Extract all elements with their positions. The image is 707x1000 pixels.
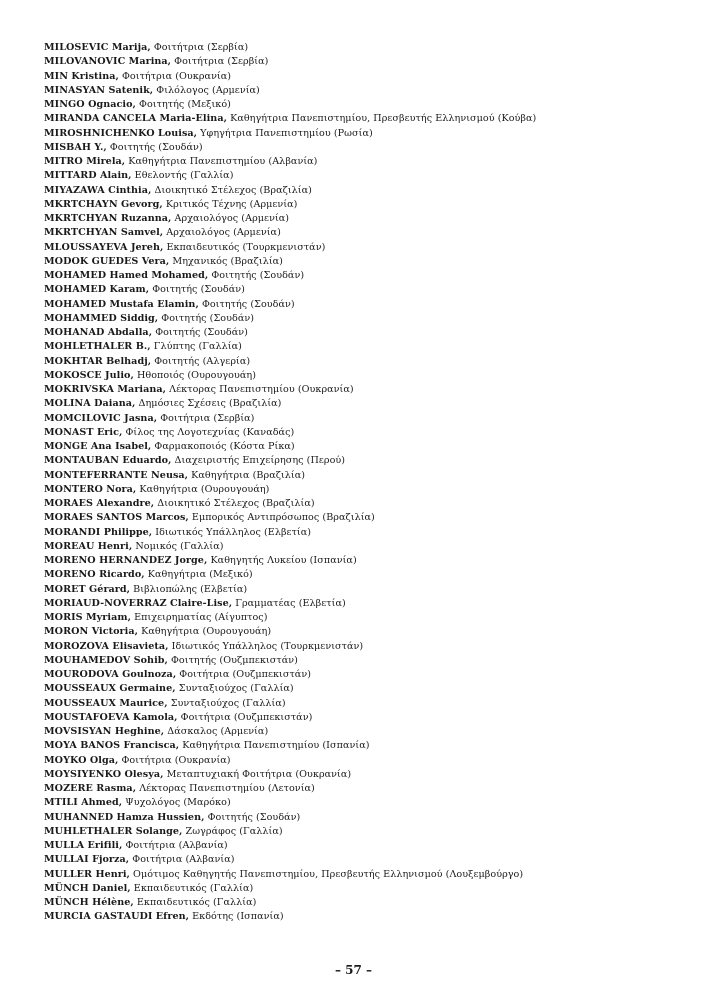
list-item <box>44 70 684 84</box>
entry-name: MORAES Alexandre, <box>44 498 155 509</box>
list-item <box>44 212 684 226</box>
entry-name: MORENO HERNANDEZ Jorge, <box>44 555 208 566</box>
list-item <box>44 412 684 426</box>
entry-description: Εθελοντής (Γαλλία) <box>131 170 234 182</box>
list-item <box>44 383 684 397</box>
entry-description: Φοιτητής (Αλγερία) <box>151 355 251 367</box>
entry-description: Φοιτητής (Σουδάν) <box>208 270 305 281</box>
list-item <box>44 640 684 654</box>
entry-description: Φοιτήτρια (Ουζμπεκιστάν) <box>177 711 313 723</box>
entry-description: Λέκτορας Πανεπιστημίου (Ουκρανία) <box>166 384 354 395</box>
list-item <box>44 469 684 483</box>
entry-name: MOZERE Rasma, <box>44 783 137 794</box>
entry-description: Εκδότης (Ισπανία) <box>189 911 284 923</box>
list-item <box>44 369 684 383</box>
entry-description: Ιδιωτικός Υπάλληλος (Τουρκμενιστάν) <box>168 640 364 652</box>
entry-description: Φοιτήτρια (Αλβανία) <box>122 840 228 851</box>
entry-description: Φαρμακοποιός (Κόστα Ρίκα) <box>151 441 295 452</box>
entry-description: Φοιτήτρια (Σερβία) <box>157 412 255 424</box>
list-item <box>44 226 684 240</box>
list-item <box>44 682 684 696</box>
entry-name: MOKRIVSKA Mariana, <box>44 384 167 395</box>
list-item <box>44 355 684 369</box>
list-item <box>44 312 684 326</box>
entry-name: MOHANAD Abdalla, <box>44 327 153 338</box>
list-item <box>44 112 684 126</box>
entry-description: Συνταξιούχος (Γαλλία) <box>175 683 294 695</box>
entry-description: Φοιτητής (Σουδάν) <box>198 298 295 310</box>
entry-name: MOUSTAFOEVA Kamola, <box>44 711 178 723</box>
entry-name: MONTERO Nora, <box>44 483 137 495</box>
entry-name: MOKOSCE Julio, <box>44 369 134 381</box>
entry-name: MOYA BANOS Francisca, <box>44 740 180 752</box>
entry-description: Φοιτητής (Ουζμπεκιστάν) <box>167 654 298 666</box>
entry-description: Δάσκαλος (Αρμενία) <box>164 726 269 737</box>
list-item <box>44 55 684 69</box>
entry-name: MORIAUD-NOVERRAZ Claire-Lise, <box>44 597 233 609</box>
entry-description: Διαχειριστής Επιχείρησης (Περού) <box>171 455 346 467</box>
entry-name: MOREAU Henri, <box>44 540 133 552</box>
list-item <box>44 910 684 924</box>
list-item <box>44 625 684 639</box>
entry-name: MULLER Henri, <box>44 868 130 880</box>
entry-description: Βιβλιοπώλης (Ελβετία) <box>130 583 248 595</box>
entry-description: Καθηγήτρια (Ουρουγουάη) <box>138 626 272 638</box>
entry-description: Φοιτήτρια (Ουκρανία) <box>118 70 232 82</box>
entry-name: MITTARD Alain, <box>44 170 132 182</box>
entry-name: MUHANNED Hamza Hussien, <box>44 811 205 823</box>
entry-description: Νομικός (Γαλλία) <box>132 540 224 552</box>
entry-description: Υφηγήτρια Πανεπιστημίου (Ρωσία) <box>197 127 373 139</box>
entry-name: MOHAMMED Siddig, <box>44 312 159 324</box>
entry-name: MINGO Ognacio, <box>44 99 136 110</box>
list-item <box>44 169 684 183</box>
entry-name: MORON Victoria, <box>44 626 139 638</box>
list-item <box>44 540 684 554</box>
list-item <box>44 711 684 725</box>
entry-description: Κριτικός Τέχνης (Αρμενία) <box>162 198 298 210</box>
entry-name: MOVSISYAN Heghine, <box>44 726 165 737</box>
entry-name: MIRANDA CANCELA Maria-Elina, <box>44 113 227 125</box>
list-item <box>44 241 684 255</box>
list-item <box>44 127 684 141</box>
entry-description: Φίλος της Λογοτεχνίας (Καναδάς) <box>122 426 295 438</box>
list-item <box>44 853 684 867</box>
entry-description: Ψυχολόγος (Μαρόκο) <box>122 797 231 809</box>
entry-name: MISBAH Y., <box>44 141 107 153</box>
entry-name: MIROSHNICHENKO Louisa, <box>44 127 198 139</box>
entry-name: MONTAUBAN Eduardo, <box>44 455 172 467</box>
entry-description: Επιχειρηματίας (Αίγυπτος) <box>130 612 268 623</box>
list-item <box>44 668 684 682</box>
entry-name: MKRTCHAYN Gevorg, <box>44 198 163 210</box>
list-item <box>44 796 684 810</box>
entry-name: MOHAMED Hamed Mohamed, <box>44 270 209 281</box>
list-item <box>44 611 684 625</box>
list-item <box>44 269 684 283</box>
list-item <box>44 397 684 411</box>
list-item <box>44 511 684 525</box>
list-item <box>44 255 684 269</box>
entry-description: Διοικητικό Στέλεχος (Βραζιλία) <box>154 498 315 509</box>
list-item <box>44 326 684 340</box>
entry-name: MTILI Ahmed, <box>44 797 123 809</box>
entry-name: MOMCILOVIC Jasna, <box>44 412 158 424</box>
list-item <box>44 882 684 896</box>
entry-name: MIYAZAWA Cinthia, <box>44 184 152 196</box>
page-number: – 57 – <box>334 963 373 977</box>
list-item <box>44 141 684 155</box>
entry-description: Εκπαιδευτικός (Τουρκμενιστάν) <box>163 241 326 253</box>
entry-name: MOROZOVA Elisavieta, <box>44 640 169 652</box>
list-item <box>44 483 684 497</box>
entry-description: Ηθοποιός (Ουρουγουάη) <box>133 369 256 381</box>
entry-name: MONGE Ana Isabel, <box>44 441 152 452</box>
entry-description: Φοιτήτρια (Ουζμπεκιστάν) <box>176 669 312 680</box>
entry-description: Καθηγήτρια Πανεπιστημίου (Ισπανία) <box>179 740 370 752</box>
list-item <box>44 454 684 468</box>
entry-name: MOUSSEAUX Maurice, <box>44 697 168 709</box>
list-item <box>44 583 684 597</box>
entry-name: MOHAMED Karam, <box>44 284 150 296</box>
entry-description: Φοιτητής (Μεξικό) <box>135 99 231 110</box>
list-item <box>44 811 684 825</box>
list-item <box>44 283 684 297</box>
entry-name: MLOUSSAYEVA Jereh, <box>44 241 164 253</box>
list-item <box>44 825 684 839</box>
entry-description: Καθηγήτρια (Μεξικό) <box>144 569 253 581</box>
entry-name: MITRO Mirela, <box>44 156 126 167</box>
list-item <box>44 839 684 853</box>
entry-name: MULLA Erifili, <box>44 840 123 851</box>
entry-name: MUHLETHALER Solange, <box>44 825 183 837</box>
entry-name: MOYSIYENKO Olesya, <box>44 768 164 780</box>
entry-name: MILOSEVIC Marija, <box>44 42 151 53</box>
entry-description: Φοιτητής (Σουδάν) <box>152 327 248 338</box>
list-item <box>44 340 684 354</box>
entry-name: MODOK GUEDES Vera, <box>44 255 170 267</box>
entry-description: Καθηγήτρια (Βραζιλία) <box>188 469 306 481</box>
entry-name: MORAES SANTOS Marcos, <box>44 512 189 524</box>
entry-description: Ιδιωτικός Υπάλληλος (Ελβετία) <box>152 526 312 538</box>
list-item <box>44 426 684 440</box>
entry-description: Φοιτητής (Σουδάν) <box>158 312 255 324</box>
entry-name: MURCIA GASTAUDI Efren, <box>44 911 190 923</box>
entry-description: Ομότιμος Καθηγητής Πανεπιστημίου, Πρεσβευτής Ελληνισμού (Λουξεμβούργο) <box>129 868 524 880</box>
entry-name: MIN Kristina, <box>44 70 119 82</box>
entry-description: Διοικητικό Στέλεχος (Βραζιλία) <box>151 184 312 196</box>
entry-name: MKRTCHYAN Samvel, <box>44 227 164 239</box>
entry-description: Καθηγήτρια (Ουρουγουάη) <box>136 483 270 495</box>
entry-description: Εκπαιδευτικός (Γαλλία) <box>130 882 254 894</box>
entry-name: MOHAMED Mustafa Elamin, <box>44 298 199 310</box>
entry-description: Μηχανικός (Βραζιλία) <box>169 255 283 267</box>
entry-name: MORIS Myriam, <box>44 612 131 623</box>
entry-name: MOHLETHALER B., <box>44 341 151 353</box>
list-item <box>44 440 684 454</box>
entry-description: Ζωγράφος (Γαλλία) <box>182 825 283 837</box>
list-item <box>44 697 684 711</box>
entry-description: Φοιτήτρια (Σερβία) <box>171 56 269 68</box>
list-item <box>44 554 684 568</box>
entry-name: MORET Gérard, <box>44 583 131 595</box>
entry-description: Μεταπτυχιακή Φοιτήτρια (Ουκρανία) <box>163 768 352 780</box>
entry-description: Φοιτήτρια (Ουκρανία) <box>118 754 231 766</box>
entry-description: Καθηγητής Λυκείου (Ισπανία) <box>207 555 357 566</box>
entry-description: Γλύπτης (Γαλλία) <box>150 341 242 353</box>
entry-name: MONTEFERRANTE Neusa, <box>44 469 189 481</box>
list-item <box>44 41 684 55</box>
entry-name: MÜNCH Hélène, <box>44 897 134 908</box>
entry-name: MONAST Eric, <box>44 426 123 438</box>
list-item <box>44 896 684 910</box>
entry-description: Φοιτητής (Σουδάν) <box>204 811 301 823</box>
list-item <box>44 597 684 611</box>
list-item <box>44 868 684 882</box>
list-item <box>44 98 684 112</box>
entry-description: Φοιτήτρια (Σερβία) <box>150 42 249 53</box>
entry-name: MINASYAN Satenik, <box>44 84 154 96</box>
list-item <box>44 782 684 796</box>
list-item <box>44 497 684 511</box>
list-item <box>44 754 684 768</box>
list-item <box>44 198 684 212</box>
entry-description: Καθηγήτρια Πανεπιστημίου (Αλβανία) <box>125 156 318 167</box>
entry-description: Φοιτητής (Σουδάν) <box>149 284 245 296</box>
entry-description: Γραμματέας (Ελβετία) <box>232 597 346 609</box>
list-item <box>44 725 684 739</box>
entry-name: MÜNCH Daniel, <box>44 882 131 894</box>
entry-description: Φιλόλογος (Αρμενία) <box>153 84 260 96</box>
entry-name: MORANDI Philippe, <box>44 526 153 538</box>
entry-name: MOKHTAR Belhadj, <box>44 355 152 367</box>
entry-name: MOYKO Olga, <box>44 754 119 766</box>
list-item <box>44 739 684 753</box>
entry-description: Αρχαιολόγος (Αρμενία) <box>163 227 281 239</box>
entry-description: Δημόσιες Σχέσεις (Βραζιλία) <box>135 398 282 410</box>
entry-description: Φοιτήτρια (Αλβανία) <box>129 854 235 866</box>
entry-name: MOLINA Daiana, <box>44 398 136 410</box>
entry-description: Αρχαιολόγος (Αρμενία) <box>171 213 290 224</box>
entry-description: Εμπορικός Αντιπρόσωπος (Βραζιλία) <box>188 512 375 524</box>
entry-description: Φοιτητής (Σουδάν) <box>106 141 203 153</box>
participant-list <box>44 41 684 925</box>
entry-description: Λέκτορας Πανεπιστημίου (Λετονία) <box>136 783 315 794</box>
entry-name: MILOVANOVIC Marina, <box>44 56 172 68</box>
entry-name: MOUHAMEDOV Sohib, <box>44 654 168 666</box>
entry-name: MKRTCHYAN Ruzanna, <box>44 213 172 224</box>
entry-name: MORENO Ricardo, <box>44 569 145 581</box>
list-item <box>44 768 684 782</box>
entry-name: MULLAI Fjorza, <box>44 854 130 866</box>
list-item <box>44 84 684 98</box>
list-item <box>44 184 684 198</box>
entry-description: Καθηγήτρια Πανεπιστημίου, Πρεσβευτής Ελληνισμού (Κούβα) <box>227 113 537 125</box>
entry-description: Συνταξιούχος (Γαλλία) <box>167 697 286 709</box>
entry-name: MOURODOVA Goulnoza, <box>44 669 177 680</box>
list-item <box>44 568 684 582</box>
list-item <box>44 155 684 169</box>
list-item <box>44 298 684 312</box>
entry-description: Εκπαιδευτικός (Γαλλία) <box>133 897 257 908</box>
list-item <box>44 526 684 540</box>
list-item <box>44 654 684 668</box>
entry-name: MOUSSEAUX Germaine, <box>44 683 176 695</box>
